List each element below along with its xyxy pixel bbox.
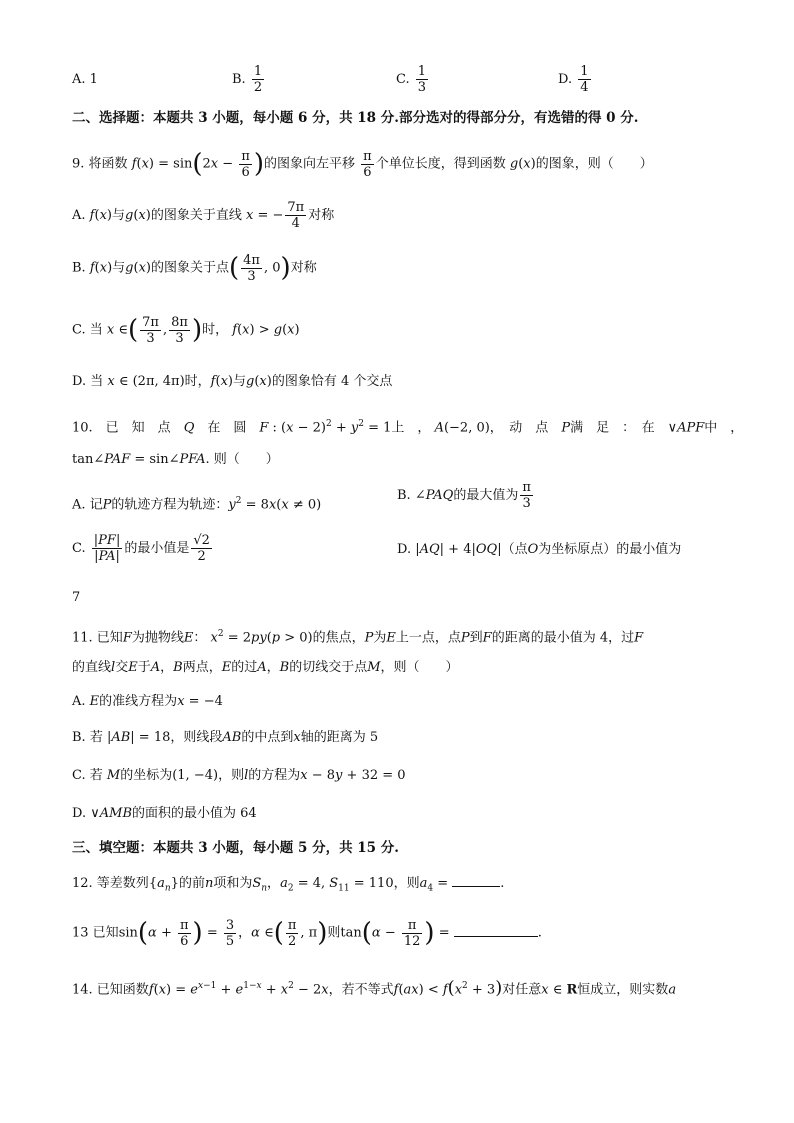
q8-option-b bbox=[232, 64, 266, 95]
q11-stem-text-2: 为抛物线 bbox=[131, 630, 184, 646]
q11-option-a: A. E的准线方程为x = −4 bbox=[72, 694, 223, 709]
q9-option-b-text-3: 对称 bbox=[290, 260, 317, 276]
q9-option-a-denominator: 4 bbox=[291, 216, 300, 231]
q10-stem-text-5: 满 足 ： 在 bbox=[570, 420, 668, 436]
q8-option-d-label: D. bbox=[558, 72, 573, 87]
q10-stem-line-1: 10. 已 知 点 Q 在 圆 F : $(x - 2)^2 + y^2 = 1$上 ， A(−2, 0)， 动 点 P满 足 ： 在 ∨APF中 ， bbox=[72, 419, 744, 436]
q14-text-2: ，若不等式 bbox=[328, 982, 394, 998]
q11-option-b: B. 若 |AB| = 18，则线段AB的中点到x轴的距离为 5 bbox=[72, 730, 379, 745]
q10-option-b-label: B. bbox=[397, 488, 411, 503]
q9-option-a-label: A. bbox=[72, 208, 86, 223]
q8-b-numerator: 1 bbox=[253, 64, 263, 79]
q11-option-c-text-2: ，则 bbox=[218, 768, 245, 783]
q11-stem-text-8: 的直线 bbox=[72, 660, 112, 675]
q11-option-b-label: B. 若 bbox=[72, 730, 103, 745]
q10-option-c-label: C. bbox=[72, 541, 86, 556]
q11-stem-text-15: 的切线交于点 bbox=[289, 660, 368, 675]
q10-stem-text-3: 上 ， bbox=[391, 420, 431, 436]
q11-stem-text-13: 的过 bbox=[231, 660, 258, 675]
q10-stem-text-7: . 则（ ） bbox=[205, 452, 279, 467]
q8-c-numerator: 1 bbox=[417, 64, 427, 79]
q9-option-a-numerator: 7π bbox=[287, 200, 305, 215]
q11-option-d-text: 的面积的最小值为 64 bbox=[132, 806, 257, 821]
q10-stem-text-1: 10. 已 知 点 bbox=[72, 420, 184, 436]
q9-six: 6 bbox=[241, 164, 250, 180]
q9-option-c-num-2: 8π bbox=[171, 314, 188, 330]
q11-option-d-label: D. bbox=[72, 806, 87, 821]
q11-option-a-label: A. bbox=[72, 694, 86, 709]
q9-option-d-text-1: 时， bbox=[184, 374, 211, 389]
q11-option-c: C. 若 M的坐标为(1, −4)，则l的方程为x − 8y + 32 = 0 bbox=[72, 768, 406, 783]
q11-stem-text-7: 的距离的最小值为 4，过 bbox=[491, 630, 635, 646]
q10-option-d-text-2: 为坐标原点）的最小值为 bbox=[538, 542, 682, 557]
q9-stem-text: 9. 将函数 bbox=[72, 156, 128, 172]
q9-option-b-denominator: 3 bbox=[247, 268, 256, 284]
q11-option-c-text-1: 的坐标为 bbox=[120, 768, 173, 783]
q9-pi: π bbox=[241, 148, 250, 164]
q9-stem: 9. 将函数 f(x) = sin(2x − $\frac{\pi}{6}$ )的图象向左平移 $\frac{\pi}{6}$ 个单位长度，得到函数 g(x)的图象，则（ ） bbox=[72, 148, 653, 180]
q11-stem-text-14: ， bbox=[266, 660, 280, 675]
q12-text-1: 12. 等差数列 bbox=[72, 876, 149, 891]
q11-option-b-text-1: ，则线段 bbox=[170, 730, 223, 745]
q11-option-c-text-3: 的方程为 bbox=[248, 768, 301, 783]
q13-text-1: 13 已知 bbox=[72, 925, 119, 941]
q9-stem-text-2: 的图象向左平移 bbox=[264, 156, 356, 172]
q12-text-3: 项和为 bbox=[213, 876, 253, 891]
q11-stem-text-4: 为 bbox=[373, 630, 387, 646]
q11-stem-text-1: 11. 已知 bbox=[72, 630, 123, 646]
q10-stem-text-6: 中 ， bbox=[704, 420, 744, 436]
q11-option-b-text-2: 的中点到 bbox=[241, 730, 294, 745]
q8-d-denominator: 4 bbox=[580, 80, 589, 95]
q10-option-d-answer: 7 bbox=[72, 590, 81, 605]
q11-stem-text-12: 两点， bbox=[182, 660, 222, 675]
q9-option-c-den-1: 3 bbox=[146, 330, 155, 346]
q14: 14. 已知函数$f(x) = e^{x-1} + e^{1-x} + x^2 - 2x$，若不等式$f(ax) < f(x^2 + 3)$对任意x ∈ R恒成立，则实数a bbox=[72, 977, 677, 999]
q11-stem-line-2: 的直线l交E于A，B两点，E的过A，B的切线交于点M，则（ ） bbox=[72, 660, 459, 675]
q8-option-d bbox=[558, 64, 593, 95]
q10-option-c-numerator: √2 bbox=[193, 533, 210, 548]
q9-option-b-text-1: 与 bbox=[112, 260, 126, 276]
q9-option-a-text-1: 与 bbox=[111, 208, 125, 223]
q9-option-d-text-2: 与 bbox=[232, 374, 246, 389]
q10-stem-line-2: tan∠PAF = sin∠PFA. 则（ ） bbox=[72, 452, 279, 467]
q8-b-denominator: 2 bbox=[253, 80, 263, 95]
section-3-heading: 三、填空题：本题共 3 小题，每小题 5 分，共 15 分. bbox=[72, 840, 399, 856]
q8-c-denominator: 3 bbox=[417, 80, 427, 95]
q10-option-d-label: D. bbox=[397, 542, 412, 557]
q10-option-b-numerator: π bbox=[522, 480, 531, 495]
q10-option-b-text: 的最大值为 bbox=[453, 488, 519, 503]
q9-option-c-label: C. 当 bbox=[72, 322, 103, 338]
q10-option-b: B. ∠PAQ的最大值为 $\frac{\pi}{3}$ bbox=[397, 480, 531, 511]
q12-text-5: ，则 bbox=[393, 876, 420, 891]
q9-option-a: A. f(x)与g(x)的图象关于直线 x = − $\frac{7\pi}{4}$ 对称 bbox=[72, 200, 335, 231]
q8-option-a: A. 1 bbox=[72, 72, 98, 87]
q9-option-b-label: B. bbox=[72, 260, 86, 276]
q8-d-numerator: 1 bbox=[580, 64, 589, 79]
q10-option-d-text-1: （点 bbox=[501, 542, 528, 557]
q11-stem-text-5: 上一点，点 bbox=[395, 630, 461, 646]
q10-stem-text-2: 在 圆 bbox=[194, 420, 260, 436]
q10-stem-text-4: ， 动 点 bbox=[489, 420, 562, 436]
q11-stem-line-1: 11. 已知F为抛物线E： $x^2 = 2py(p > 0)$的焦点，P为E上一点，点P到F的距离的最小值为 4，过F bbox=[72, 629, 644, 646]
q10-option-a-text: 的轨迹方程为轨迹： bbox=[111, 497, 229, 513]
q13-text-3: 则 bbox=[327, 925, 341, 941]
q10-option-c-text: 的最小值是 bbox=[124, 541, 190, 556]
q9-option-c: C. 当 x ∈( $\frac{7\pi}{3}$ , $\frac{8\pi}{3}$ )时， f(x) > g(x) bbox=[72, 314, 300, 346]
q14-text-3: 对任意 bbox=[502, 982, 542, 998]
q8-option-c-label: C. bbox=[396, 72, 410, 87]
q9-option-c-den-2: 3 bbox=[175, 330, 184, 346]
q9-option-b-text-2: 的图象关于点 bbox=[150, 260, 229, 276]
q11-stem-text-9: 交 bbox=[115, 660, 129, 675]
q11-stem-text-3: 的焦点， bbox=[312, 630, 365, 646]
q13: 13 已知sin(α + $\frac{\pi}{6}$ ) = $\frac{3}{5}$ ，α ∈( $\frac{\pi}{2}$ , π)则tan(α − $\frac{\pi}{12}$ ) = . bbox=[72, 917, 542, 949]
q8-option-b-label: B. bbox=[232, 72, 246, 87]
q9-option-a-text-2: 的图象关于直线 bbox=[150, 208, 242, 223]
q11-stem-text-10: 于 bbox=[137, 660, 151, 675]
q10-option-c: C. $\frac{|PF|}{|PA|}$ 的最小值是 $\frac{√2}{2}$ bbox=[72, 533, 210, 564]
q9-option-c-text: 时， bbox=[202, 322, 229, 338]
q9-option-a-text-3: 对称 bbox=[308, 208, 335, 223]
q11-option-d: D. ∨AMB的面积的最小值为 64 bbox=[72, 806, 257, 821]
q10-option-a: A. 记P的轨迹方程为轨迹：$y^2 = 8x(x \ne 0)$ bbox=[72, 496, 322, 513]
q10-option-d: D. |AQ| + 4|OQ|（点O为坐标原点）的最小值为 bbox=[397, 542, 682, 557]
q11-option-c-label: C. 若 bbox=[72, 768, 103, 783]
q11-stem-text-6: 到 bbox=[469, 630, 483, 646]
q9-option-d-label: D. 当 bbox=[72, 374, 104, 389]
q9-option-d: D. 当 x ∈ (2π, 4π)时，f(x)与g(x)的图象恰有 4 个交点 bbox=[72, 374, 393, 389]
q9-option-b-numerator: 4π bbox=[243, 252, 260, 268]
section-2-heading: 二、选择题：本题共 3 小题，每小题 6 分，共 18 分.部分选对的得部分分，有选错的得 0 分. bbox=[72, 110, 639, 126]
q10-option-c-denominator: 2 bbox=[197, 549, 206, 564]
q8-option-c bbox=[396, 64, 430, 95]
q12-text-2: 的前 bbox=[178, 876, 205, 891]
q9-option-d-text-3: 的图象恰有 4 个交点 bbox=[271, 374, 393, 389]
q14-text-4: 恒成立，则实数 bbox=[577, 982, 669, 998]
q9-stem-text-4: 的图象，则（ ） bbox=[535, 156, 653, 172]
q14-text-1: 14. 已知函数 bbox=[72, 982, 149, 998]
q9-option-c-num-1: 7π bbox=[142, 314, 159, 330]
q9-option-b: B. f(x)与g(x)的图象关于点( $\frac{4\pi}{3}$ , 0)对称 bbox=[72, 252, 317, 284]
q12: 12. 等差数列$\{a_n\}$的前n项和为$S_n$，$a_2 = 4$, $S_{11} = 110$，则$a_4$ = . bbox=[72, 876, 505, 894]
q10-option-b-denominator: 3 bbox=[522, 496, 531, 511]
q12-text-4: ， bbox=[267, 876, 281, 891]
q10-option-a-label: A. 记 bbox=[72, 497, 103, 513]
q11-option-b-text-3: 轴的距离为 5 bbox=[300, 730, 379, 745]
q11-option-a-text: 的准线方程为 bbox=[99, 694, 178, 709]
q9-stem-text-3: 个单位长度，得到函数 bbox=[375, 156, 506, 172]
q11-stem-text-11: ， bbox=[160, 660, 174, 675]
q13-text-2: ， bbox=[238, 925, 252, 941]
q11-stem-text-16: ，则（ ） bbox=[380, 660, 459, 675]
